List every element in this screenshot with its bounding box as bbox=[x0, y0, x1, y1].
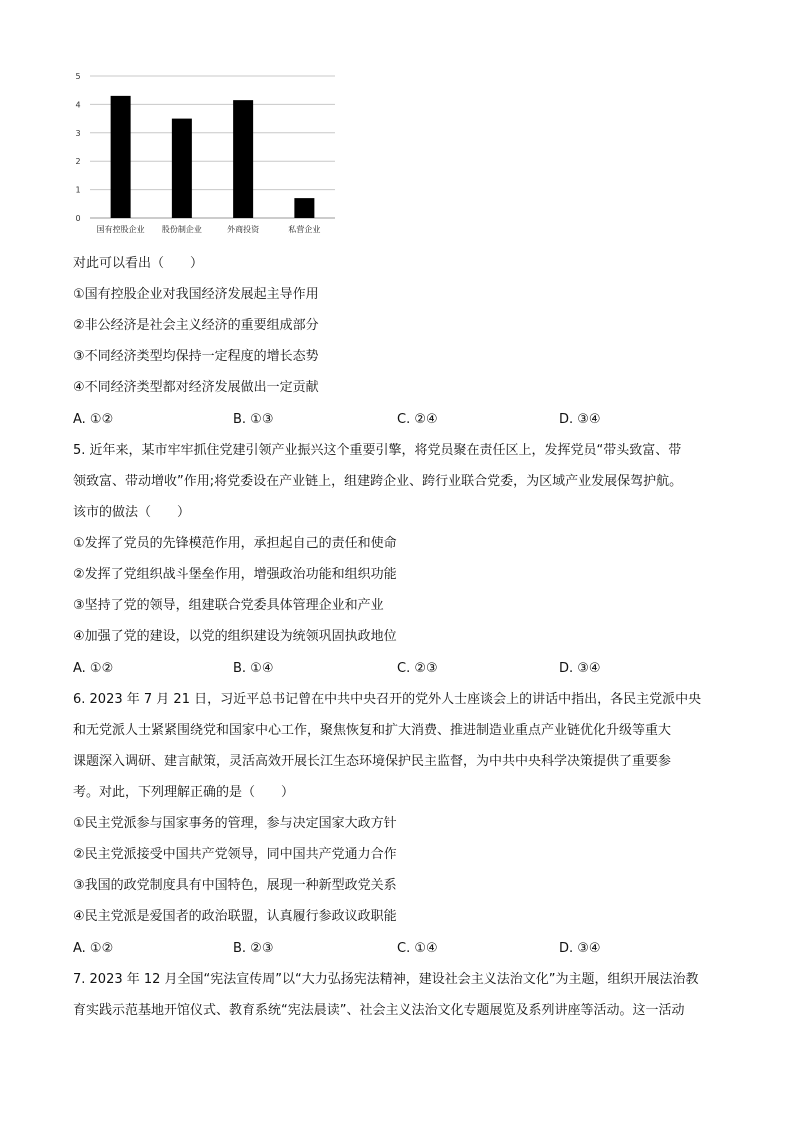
q5-item-3: ③坚持了党的领导，组建联合党委具体管理企业和产业 bbox=[73, 598, 384, 613]
q7-line-1: 7. 2023 年 12 月全国“宪法宣传周”以“大力弘扬宪法精神，建设社会主义法治文化”为主题，组织开展法治教 bbox=[73, 972, 699, 987]
q6-line-3: 课题深入调研、建言献策，灵活高效开展长江生态环境保护民主监督，为中共中央科学决策提供了重要参 bbox=[73, 754, 672, 769]
q5-options bbox=[73, 660, 723, 678]
y-tick-label: 1 bbox=[75, 185, 81, 195]
q4-item-1: ①国有控股企业对我国经济发展起主导作用 bbox=[73, 287, 319, 302]
q6-option-b[interactable]: B. ②③ bbox=[233, 941, 274, 956]
q6-line-1: 6. 2023 年 7 月 21 日，习近平总书记曾在中共中央召开的党外人士座谈会上的讲话中指出，各民主党派中央 bbox=[73, 692, 702, 707]
y-tick-label: 0 bbox=[75, 214, 81, 223]
q5-option-c[interactable]: C. ②③ bbox=[397, 661, 438, 676]
q6-item-2: ②民主党派接受中国共产党领导，同中国共产党通力合作 bbox=[73, 847, 397, 862]
x-category-label: 股份制企业 bbox=[161, 225, 202, 234]
q4-item-4: ④不同经济类型都对经济发展做出一定贡献 bbox=[73, 380, 319, 395]
q4-options bbox=[73, 411, 723, 429]
q4-option-a[interactable]: A. ①② bbox=[73, 412, 114, 427]
q6-line-2: 和无党派人士紧紧围绕党和国家中心工作，聚焦恢复和扩大消费、推进制造业重点产业链优化升级等重大 bbox=[73, 723, 672, 738]
q6-option-a[interactable]: A. ①② bbox=[73, 941, 114, 956]
y-tick-label: 5 bbox=[75, 72, 81, 81]
q4-option-b[interactable]: B. ①③ bbox=[233, 412, 274, 427]
q4-item-2: ②非公经济是社会主义经济的重要组成部分 bbox=[73, 318, 319, 333]
x-category-label: 外商投资 bbox=[227, 225, 260, 234]
q4-option-d[interactable]: D. ③④ bbox=[559, 412, 601, 427]
q4-option-c[interactable]: C. ②④ bbox=[397, 412, 438, 427]
q5-line-1: 5. 近年来，某市牢牢抓住党建引领产业振兴这个重要引擎，将党员聚在责任区上，发挥党员“带头致富、带 bbox=[73, 443, 682, 458]
q6-option-c[interactable]: C. ①④ bbox=[397, 941, 438, 956]
q4-item-3: ③不同经济类型均保持一定程度的增长态势 bbox=[73, 349, 319, 364]
y-tick-label: 4 bbox=[75, 100, 81, 110]
q6-item-3: ③我国的政党制度具有中国特色，展现一种新型政党关系 bbox=[73, 878, 397, 893]
q5-item-4: ④加强了党的建设，以党的组织建设为统领巩固执政地位 bbox=[73, 629, 397, 644]
y-tick-label: 2 bbox=[75, 157, 81, 167]
q5-line-2: 领致富、带动增收”作用;将党委设在产业链上，组建跨企业、跨行业联合党委，为区域产业发展保驾护航。 bbox=[73, 474, 683, 489]
y-tick-label: 3 bbox=[75, 128, 81, 138]
x-category-label: 国有控股企业 bbox=[96, 225, 145, 234]
q6-option-d[interactable]: D. ③④ bbox=[559, 941, 601, 956]
q5-item-2: ②发挥了党组织战斗堡垒作用，增强政治功能和组织功能 bbox=[73, 567, 397, 582]
bar-chart bbox=[60, 64, 350, 244]
bar-4 bbox=[294, 198, 314, 218]
q5-line-3: 该市的做法（ ） bbox=[73, 505, 191, 520]
q5-option-d[interactable]: D. ③④ bbox=[559, 661, 601, 676]
bar-3 bbox=[233, 100, 253, 218]
q4-stem: 对此可以看出（ ） bbox=[73, 256, 204, 271]
q5-option-b[interactable]: B. ①④ bbox=[233, 661, 274, 676]
q7-line-2: 育实践示范基地开馆仪式、教育系统“宪法晨读”、社会主义法治文化专题展览及系列讲座等活动。这一活动 bbox=[73, 1003, 685, 1018]
q6-item-4: ④民主党派是爱国者的政治联盟，认真履行参政议政职能 bbox=[73, 909, 397, 924]
bar-chart-svg bbox=[60, 64, 350, 244]
x-category-label: 私营企业 bbox=[288, 225, 321, 234]
bar-1 bbox=[111, 96, 131, 218]
q6-item-1: ①民主党派参与国家事务的管理，参与决定国家大政方针 bbox=[73, 816, 397, 831]
q6-line-4: 考。对此，下列理解正确的是（ ） bbox=[73, 785, 295, 800]
q5-item-1: ①发挥了党员的先锋模范作用，承担起自己的责任和使命 bbox=[73, 536, 397, 551]
q5-option-a[interactable]: A. ①② bbox=[73, 661, 114, 676]
q6-options bbox=[73, 940, 723, 958]
bar-2 bbox=[172, 119, 192, 218]
